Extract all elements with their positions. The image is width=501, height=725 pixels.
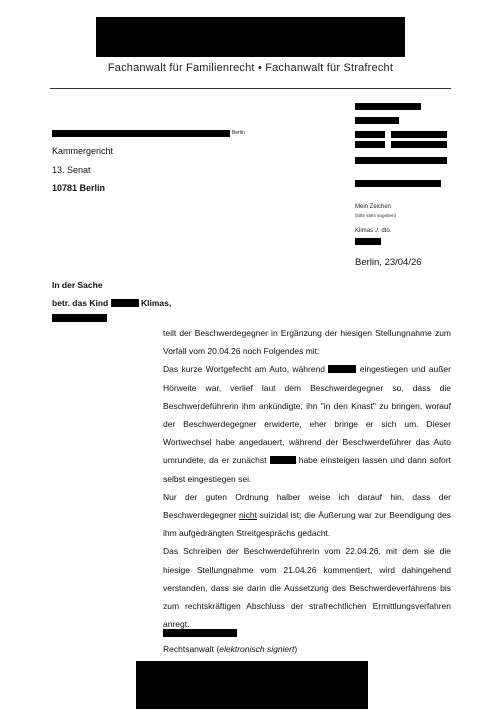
redacted-case-number	[52, 314, 107, 322]
redacted-sender-address	[52, 130, 230, 137]
matter-heading: In der Sache	[52, 280, 103, 290]
matter-child-prefix: betr. das Kind	[52, 298, 109, 308]
redacted-contact-line-3b	[391, 131, 447, 138]
reference-value: Klimas ./. dto.	[355, 228, 392, 234]
letter-date: Berlin, 23/04/26	[355, 257, 422, 268]
body-paragraph-2	[163, 360, 451, 487]
recipient-postal: 10781 Berlin	[52, 183, 106, 193]
header-divider	[50, 88, 451, 89]
body-paragraph-1: teilt der Beschwerdegegner in Ergänzung der hiesigen Stellungnahme zum Vorfall vom 20.04.26 noch Folgendes mit:	[163, 328, 451, 357]
redacted-contact-line-6	[355, 180, 441, 187]
body-p3-part-b: suizidal ist; die Äußerung war zur Beendigung des ihm aufgedrängten Streitgesprächs gedacht.	[163, 510, 451, 539]
recipient-court: Kammergericht	[52, 146, 114, 156]
reference-label: Mein Zeichen	[355, 204, 392, 210]
signature-note: elektronisch signiert	[219, 644, 295, 654]
recipient-senate: 13. Senat	[52, 165, 91, 175]
redacted-contact-line-3a	[355, 131, 385, 138]
body-p3-part-a: Nur der guten Ordnung halber weise ich darauf hin, dass der Beschwerdegegner	[163, 491, 451, 521]
redacted-name-inline-1	[328, 365, 356, 373]
body-p2-part-c: habe einsteigen lassen und dann sofort selbst eingestiegen sei.	[163, 455, 451, 484]
signature-role: Rechtsanwalt	[163, 644, 215, 654]
body-p2-part-a: Das kurze Wortgefecht am Auto, während	[163, 364, 326, 375]
letterhead-tagline: Fachanwalt für Familienrecht • Fachanwalt für Strafrecht	[107, 62, 394, 74]
redacted-reference-code	[355, 238, 381, 245]
redacted-contact-line-5	[355, 157, 447, 164]
redacted-contact-line-4a	[355, 141, 385, 148]
matter-child-suffix: Klimas,	[140, 298, 172, 308]
redacted-child-name	[111, 299, 139, 307]
redacted-contact-line-2	[355, 117, 399, 124]
signature-line: Rechtsanwalt (elektronisch signiert)	[163, 644, 298, 654]
redacted-contact-line-4b	[391, 141, 447, 148]
redacted-name-inline-2	[270, 456, 296, 464]
body-p2-part-b: eingestiegen und außer Hörweite war, verlief laut dem Beschwerdegegner so, dass die Beschwerdeführerin ihm ankündigte, ihn "in den Knast" zu bringen, worauf der Beschwerdegegner erwiderte, eher bringe er sich um. Dieser Wortwechsel habe angedauert, während der Beschwerdeführer das Auto umrundete, da er zunächst	[163, 364, 451, 466]
sender-city: Berlin	[232, 130, 245, 136]
redacted-letterhead-name	[96, 17, 405, 57]
redacted-footer-block	[136, 661, 368, 709]
redacted-contact-line-1	[355, 103, 421, 110]
matter-child-line	[52, 298, 171, 308]
body-paragraph-3	[163, 488, 451, 543]
letter-body	[163, 324, 451, 633]
body-paragraph-4: Das Schreiben der Beschwerdeführerin vom 22.04.26, mit dem sie die hiesige Stellungnahme vom 21.04.26 kommentiert, wird dahingehend verstanden, dass sie darin die Aussetzung des Beschwerdeverfahrens bis zum rechtskräftigen Abschluss der strafrechtlichen Ermittlungsverfahren anregt.	[163, 546, 451, 630]
body-p3-underlined: nicht	[238, 510, 257, 521]
reference-hint: (bitte stets angeben)	[355, 213, 397, 218]
redacted-signatory-name	[163, 629, 237, 637]
